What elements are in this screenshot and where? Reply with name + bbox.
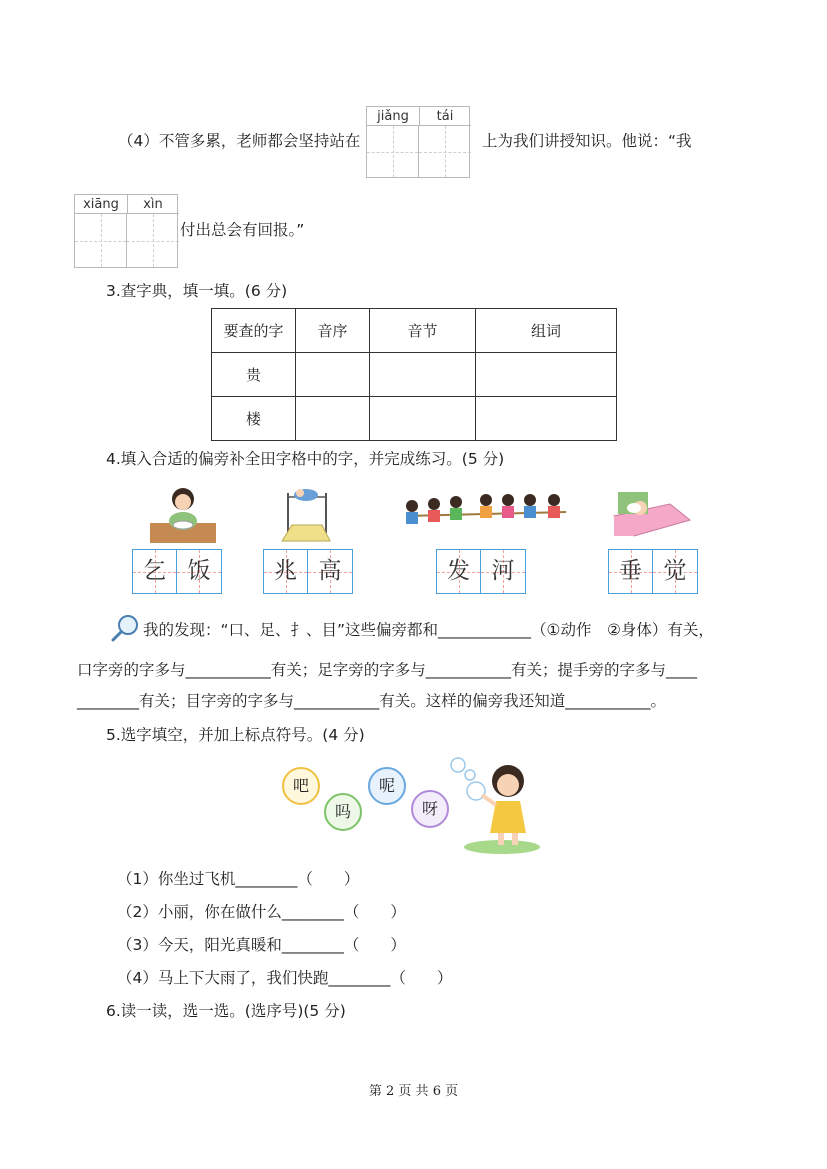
tianzige-pair[interactable] xyxy=(132,549,222,594)
discovery-line-2: 口字旁的字多与___________有关；足字旁的字多与___________有关；提手旁的字多与____ xyxy=(77,661,698,679)
tianzige-cell: 觉 xyxy=(653,550,697,593)
sentence-suffix: 付出总会有回报。” xyxy=(180,221,305,239)
answer-cell[interactable] xyxy=(296,353,370,397)
girl-blowing-bubbles-illustration xyxy=(418,757,544,857)
table-row xyxy=(212,353,617,397)
magnifier-icon xyxy=(110,614,142,642)
tianzige-cell[interactable]: 垂 xyxy=(609,550,653,593)
answer-cell[interactable] xyxy=(296,397,370,441)
high-jump-illustration xyxy=(280,483,334,545)
writing-cell[interactable] xyxy=(127,214,179,267)
question-title: 3.查字典，填一填。(6 分) xyxy=(106,282,288,300)
sentence-prefix: （4）不管多累，老师都会坚持站在 xyxy=(118,132,361,150)
table-header-row xyxy=(212,309,617,353)
tug-of-war-illustration xyxy=(396,488,576,532)
question-title: 4.填入合适的偏旁补全田字格中的字，并完成练习。(5 分) xyxy=(106,450,505,468)
pinyin-writing-box[interactable] xyxy=(74,194,178,268)
tianzige-pair[interactable] xyxy=(263,549,353,594)
tianzige-cell: 饭 xyxy=(177,550,221,593)
tianzige-cell[interactable]: 发 xyxy=(437,550,481,593)
page-number: 第 2 页 共 6 页 xyxy=(368,1084,459,1099)
tianzige-cell[interactable]: 兆 xyxy=(264,550,308,593)
answer-cell[interactable] xyxy=(370,353,476,397)
question-title: 6.读一读，选一选。(选序号)(5 分) xyxy=(106,1002,346,1020)
pinyin-writing-box[interactable] xyxy=(366,106,470,178)
bubble-word: 吧 xyxy=(282,767,320,805)
pinyin-label: tái xyxy=(419,107,471,126)
bubble-word: 呢 xyxy=(368,767,406,805)
tianzige-pair[interactable] xyxy=(436,549,526,594)
sentence-suffix: 上为我们讲授知识。他说：“我 xyxy=(482,132,692,150)
girl-sleeping-illustration xyxy=(610,486,692,542)
question-title: 5.选字填空，并加上标点符号。(4 分) xyxy=(106,726,365,744)
answer-cell[interactable] xyxy=(370,397,476,441)
table-header: 音序 xyxy=(296,309,370,353)
pinyin-label: jiǎng xyxy=(367,107,419,126)
fill-item: （1）你坐过飞机________（ ） xyxy=(117,870,360,888)
answer-cell[interactable] xyxy=(476,353,617,397)
table-header: 组词 xyxy=(476,309,617,353)
fill-item: （3）今天，阳光真暖和________（ ） xyxy=(117,936,406,954)
bubble-word: 呀 xyxy=(411,790,449,828)
writing-cell[interactable] xyxy=(419,126,471,177)
girl-eating-illustration xyxy=(148,483,218,545)
tianzige-cell[interactable]: 乞 xyxy=(133,550,177,593)
discovery-line-3: ________有关；目字旁的字多与___________有关。这样的偏旁我还知道___________。 xyxy=(77,692,667,710)
fill-item: （4）马上下大雨了，我们快跑________（ ） xyxy=(117,969,453,987)
bubble-word: 吗 xyxy=(324,793,362,831)
answer-cell[interactable] xyxy=(476,397,617,441)
table-cell: 楼 xyxy=(212,397,296,441)
discovery-line-1: 我的发现：“口、足、扌、目”这些偏旁都和____________（①动作 ②身体）有关， xyxy=(143,621,714,639)
table-header: 音节 xyxy=(370,309,476,353)
pinyin-label: xìn xyxy=(127,195,179,214)
table-row xyxy=(212,397,617,441)
pinyin-label: xiāng xyxy=(75,195,127,214)
fill-item: （2）小丽，你在做什么________（ ） xyxy=(117,903,406,921)
tianzige-cell: 河 xyxy=(481,550,525,593)
tianzige-cell: 高 xyxy=(308,550,352,593)
dictionary-table xyxy=(211,308,617,441)
writing-cell[interactable] xyxy=(367,126,419,177)
table-cell: 贵 xyxy=(212,353,296,397)
writing-cell[interactable] xyxy=(75,214,127,267)
table-header: 要查的字 xyxy=(212,309,296,353)
tianzige-pair[interactable] xyxy=(608,549,698,594)
